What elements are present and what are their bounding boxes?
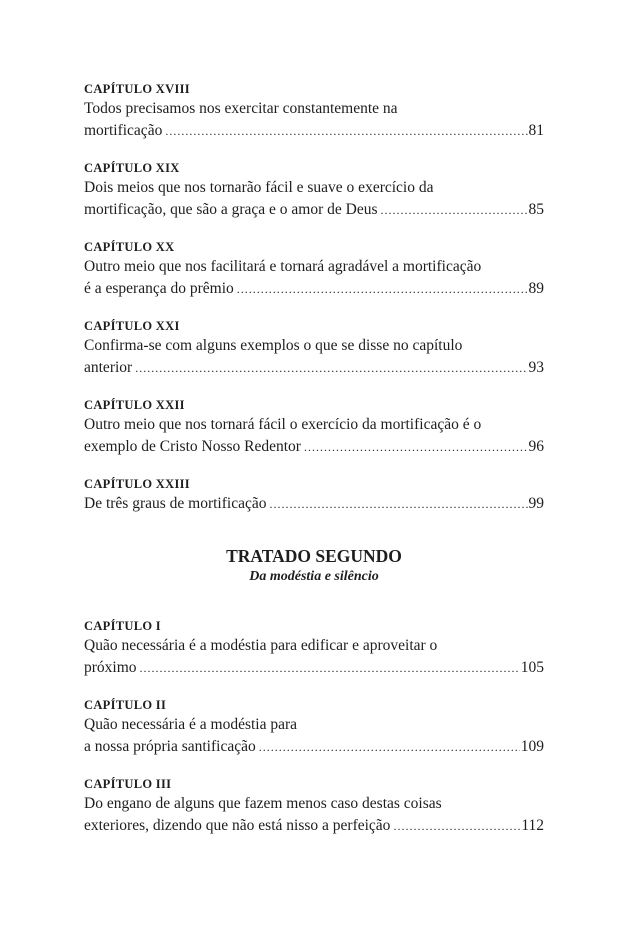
page-number: 105	[520, 659, 544, 676]
chapter-title-text: exteriores, dizendo que não está nisso a perfeição	[84, 817, 391, 834]
chapter-title-line: Outro meio que nos facilitará e tornará agradável a mortificação	[84, 258, 482, 275]
toc-entry	[84, 475, 544, 515]
toc-entry	[84, 80, 544, 142]
dot-leader	[135, 357, 527, 379]
chapter-title-last-line	[84, 199, 544, 221]
toc-entry	[84, 238, 544, 300]
toc-entry	[84, 396, 544, 458]
dot-leader	[259, 736, 520, 758]
chapter-title-last-line	[84, 436, 544, 458]
chapter-title-text: próximo	[84, 659, 137, 676]
dot-leader	[304, 436, 528, 458]
chapter-number: CAPÍTULO XIX	[84, 161, 180, 175]
toc-entry	[84, 617, 544, 679]
toc-entry	[84, 696, 544, 758]
chapter-number: CAPÍTULO XX	[84, 240, 175, 254]
chapter-title-text: é a esperança do prêmio	[84, 280, 234, 297]
dot-leader	[237, 278, 528, 300]
chapter-title-last-line	[84, 278, 544, 300]
dot-leader	[140, 657, 520, 679]
chapter-title-last-line	[84, 736, 544, 758]
page-number: 99	[528, 495, 544, 512]
chapter-title-line: Outro meio que nos tornará fácil o exercício da mortificação é o	[84, 416, 482, 433]
dot-leader	[269, 493, 527, 515]
chapter-title-text: mortificação, que são a graça e o amor de Deus	[84, 201, 378, 218]
chapter-number: CAPÍTULO XVIII	[84, 82, 190, 96]
chapter-number: CAPÍTULO I	[84, 619, 161, 633]
section-subtitle: Da modéstia e silêncio	[249, 569, 379, 584]
chapter-title-last-line	[84, 657, 544, 679]
chapter-number: CAPÍTULO II	[84, 698, 167, 712]
toc-list-part1	[84, 80, 544, 515]
page-number: 93	[528, 359, 544, 376]
chapter-title-line: Confirma-se com alguns exemplos o que se disse no capítulo	[84, 337, 463, 354]
chapter-title-last-line	[84, 357, 544, 379]
dot-leader	[393, 815, 520, 837]
chapter-title-last-line	[84, 120, 544, 142]
chapter-title-line: Todos precisamos nos exercitar constantemente na	[84, 100, 398, 117]
table-of-contents-page	[84, 80, 544, 854]
section-heading	[84, 545, 544, 587]
toc-entry	[84, 775, 544, 837]
dot-leader	[381, 199, 528, 221]
page-number: 112	[521, 817, 544, 834]
chapter-title-text: exemplo de Cristo Nosso Redentor	[84, 438, 301, 455]
dot-leader	[165, 120, 527, 142]
chapter-number: CAPÍTULO III	[84, 777, 172, 791]
chapter-number: CAPÍTULO XXI	[84, 319, 180, 333]
chapter-number: CAPÍTULO XXIII	[84, 477, 190, 491]
page-number: 109	[520, 738, 544, 755]
chapter-title-last-line	[84, 493, 544, 515]
chapter-title-line: Quão necessária é a modéstia para edificar e aproveitar o	[84, 637, 438, 654]
chapter-title-line: Do engano de alguns que fazem menos caso destas coisas	[84, 795, 442, 812]
chapter-title-last-line	[84, 815, 544, 837]
chapter-title-text: De três graus de mortificação	[84, 495, 267, 512]
chapter-number: CAPÍTULO XXII	[84, 398, 185, 412]
chapter-title-text: mortificação	[84, 122, 163, 139]
toc-entry	[84, 159, 544, 221]
page-number: 81	[528, 122, 544, 139]
chapter-title-line: Quão necessária é a modéstia para	[84, 716, 298, 733]
chapter-title-line: Dois meios que nos tornarão fácil e suave o exercício da	[84, 179, 434, 196]
section-title: TRATADO SEGUNDO	[226, 546, 402, 566]
page-number: 96	[528, 438, 544, 455]
toc-entry	[84, 317, 544, 379]
chapter-title-text: anterior	[84, 359, 133, 376]
chapter-title-text: a nossa própria santificação	[84, 738, 256, 755]
page-number: 85	[528, 201, 544, 218]
page-number: 89	[528, 280, 544, 297]
toc-list-part2	[84, 617, 544, 837]
